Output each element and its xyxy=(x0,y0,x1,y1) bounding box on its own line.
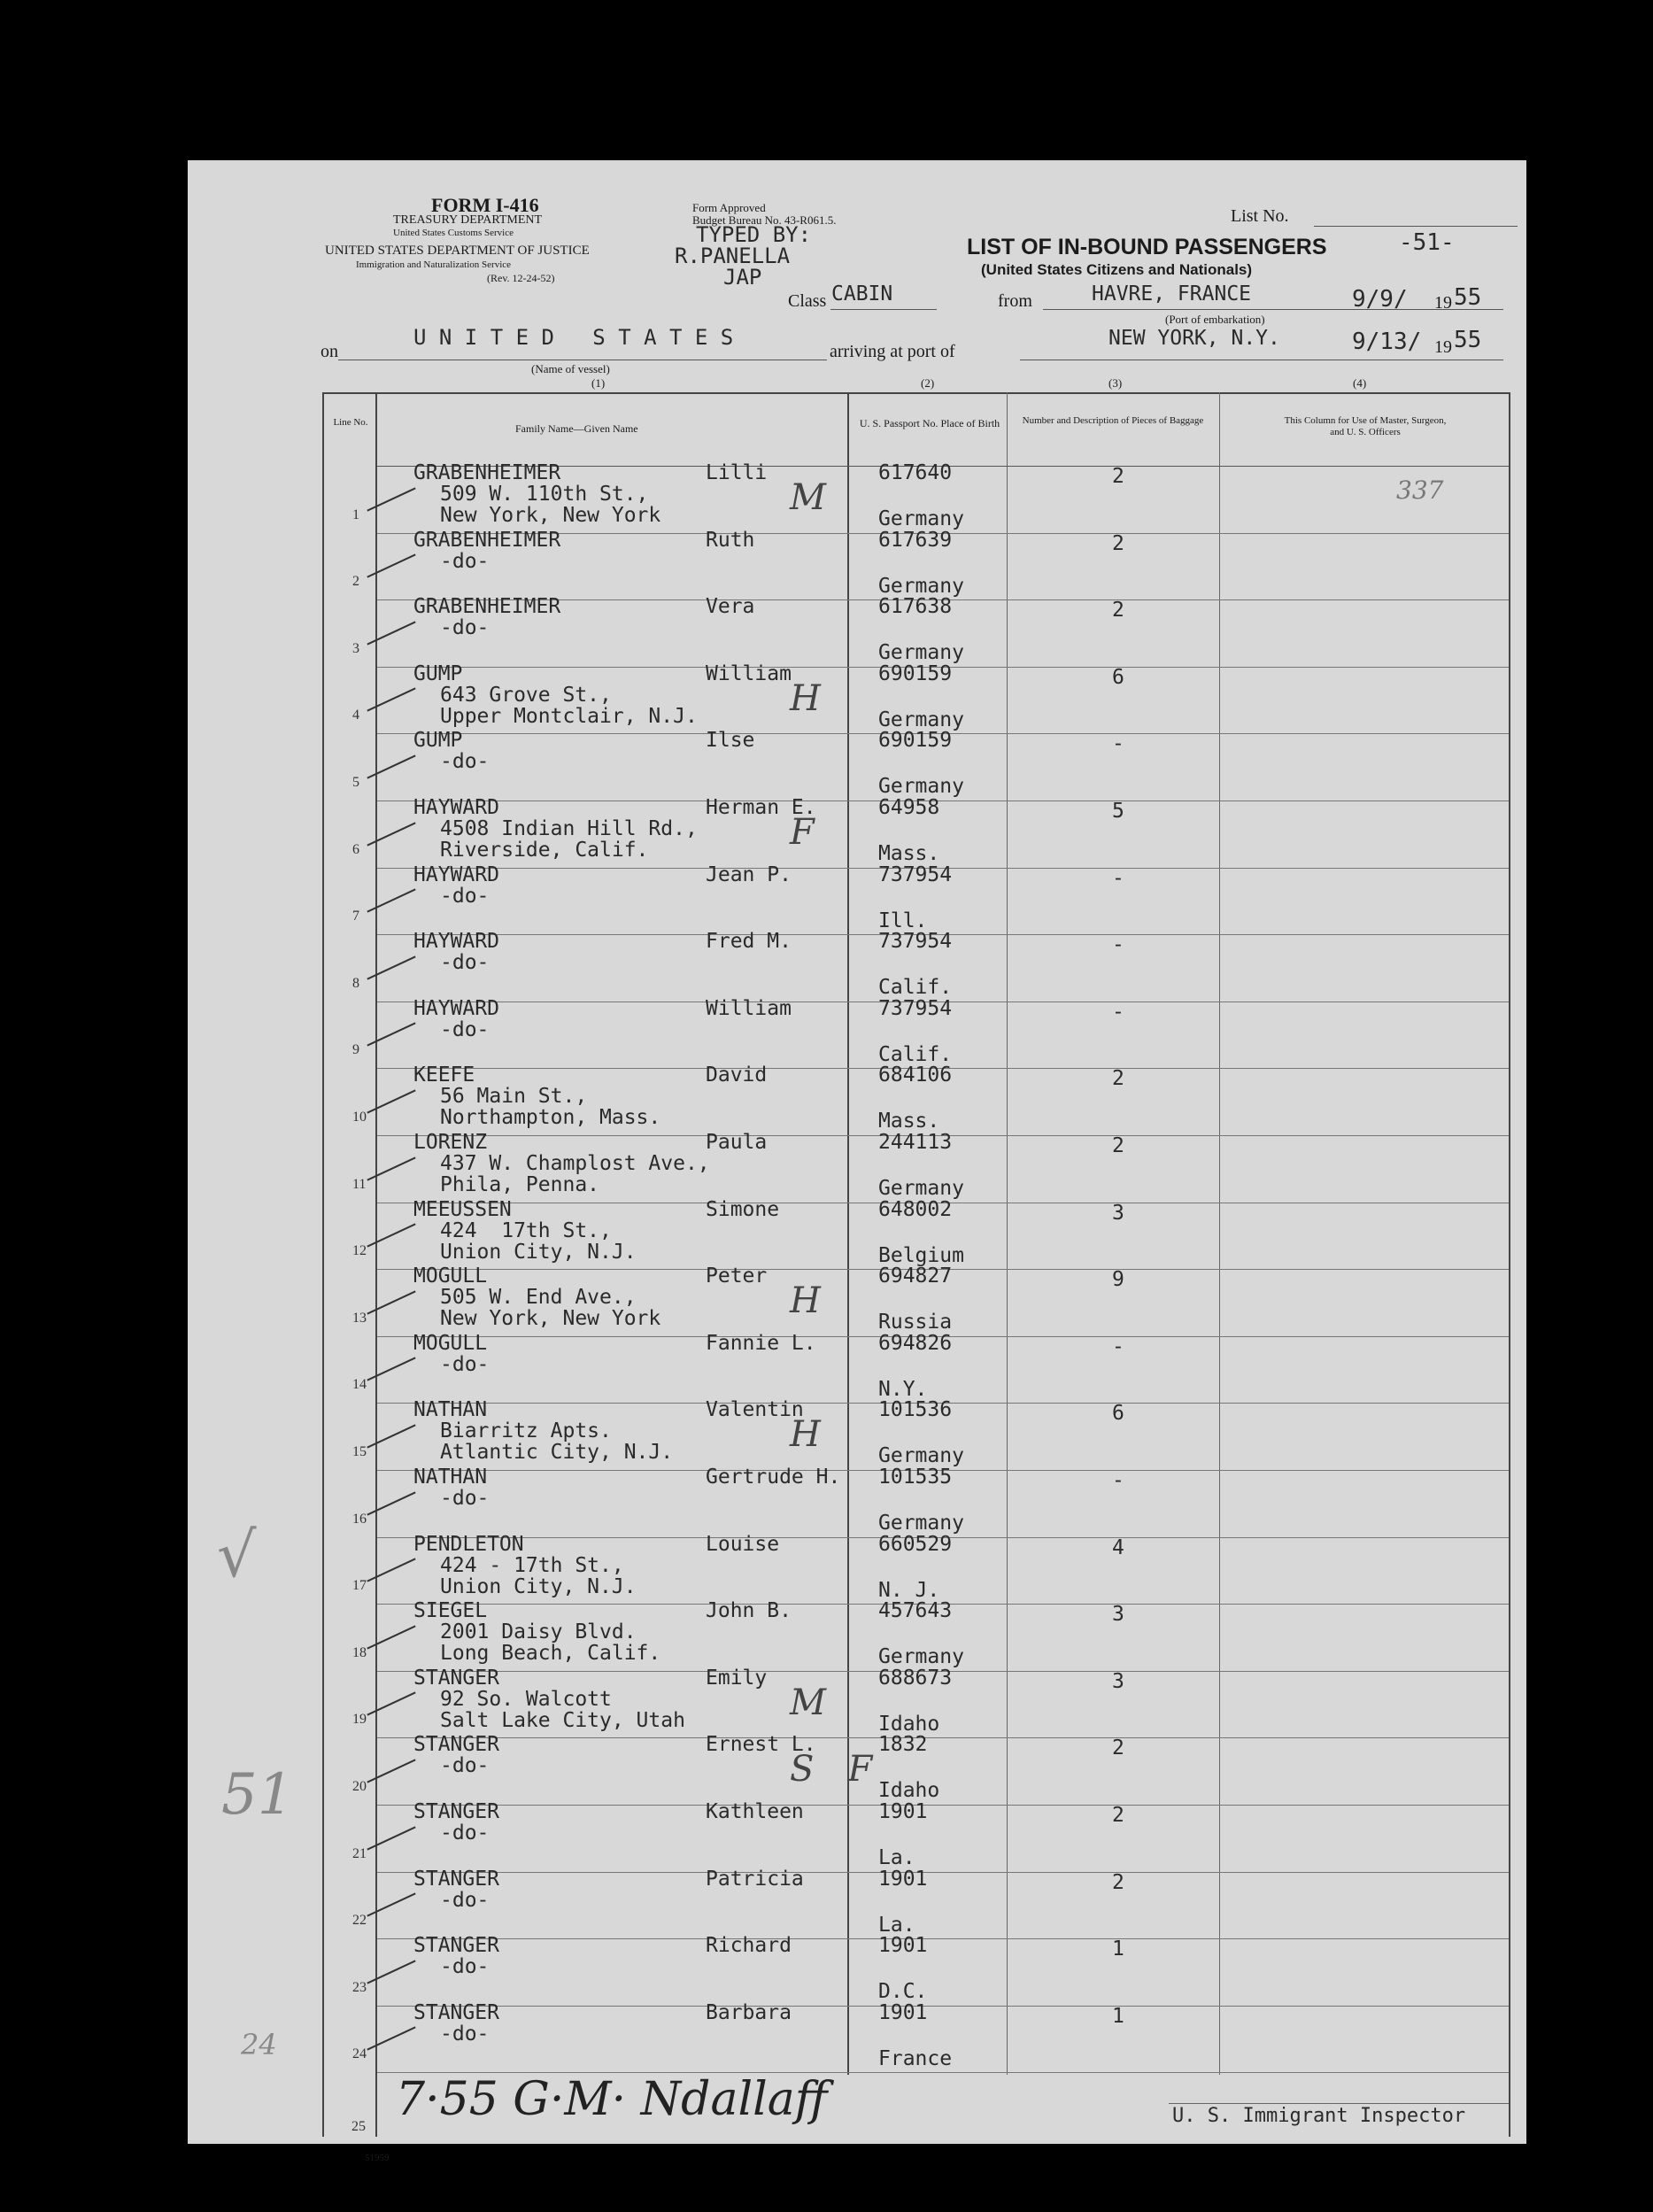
given-name: John B. xyxy=(706,1599,792,1623)
address-line-1: -do- xyxy=(440,2022,490,2046)
baggage-count: 6 xyxy=(1112,1402,1124,1426)
baggage-count: 3 xyxy=(1112,1201,1124,1225)
family-name: STANGER xyxy=(413,2000,499,2024)
address-line-1: 424 - 17th St., xyxy=(440,1553,624,1577)
table-row xyxy=(188,595,1526,668)
typist-initials: JAP xyxy=(723,265,762,290)
address-line-1: -do- xyxy=(440,1821,490,1845)
given-name: Fred M. xyxy=(706,930,792,954)
form-title: LIST OF IN-BOUND PASSENGERS xyxy=(967,235,1327,259)
departure-year-prefix: 19 xyxy=(1434,293,1452,313)
table-row xyxy=(188,1800,1526,1873)
print-code: 51959 xyxy=(365,2153,390,2163)
place-of-birth: La. xyxy=(878,1913,915,1937)
inspector-mark: H xyxy=(790,1280,821,1322)
line-number: 9 xyxy=(352,1042,359,1058)
arrival-port: NEW YORK, N.Y. xyxy=(1108,327,1280,350)
address-line-1: -do- xyxy=(440,1888,490,1912)
passport-number: 244113 xyxy=(878,1131,953,1154)
given-name: Herman E. xyxy=(706,796,816,819)
place-of-birth: Belgium xyxy=(878,1243,964,1267)
check-tick xyxy=(367,1357,415,1381)
table-row xyxy=(188,528,1526,601)
table-row xyxy=(188,1466,1526,1538)
family-name: HAYWARD xyxy=(413,796,499,819)
table-row xyxy=(188,996,1526,1070)
passport-number: 660529 xyxy=(878,1532,953,1556)
address-line-1: 509 W. 110th St., xyxy=(440,483,649,506)
check-tick xyxy=(367,1224,415,1248)
check-tick xyxy=(367,889,415,913)
address-line-1: -do- xyxy=(440,1017,490,1041)
place-of-birth: Idaho xyxy=(878,1779,940,1803)
baggage-count: 1 xyxy=(1112,1937,1124,1961)
address-line-1: -do- xyxy=(440,1487,490,1510)
address-line-2: New York, New York xyxy=(440,1307,661,1331)
table-row xyxy=(188,1934,1526,2007)
check-tick xyxy=(367,1826,415,1850)
baggage-count: - xyxy=(1112,1469,1124,1492)
baggage-count: 3 xyxy=(1112,1603,1124,1627)
address-line-1: -do- xyxy=(440,884,490,908)
check-tick xyxy=(367,1491,415,1515)
table-row xyxy=(188,930,1526,1002)
address-line-1: 4508 Indian Hill Rd., xyxy=(440,817,698,840)
address-line-1: -do- xyxy=(440,549,490,573)
family-name: STANGER xyxy=(413,1666,499,1690)
check-tick xyxy=(367,487,415,511)
vessel-name-label: (Name of vessel) xyxy=(531,362,610,375)
given-name: Patricia xyxy=(706,1867,804,1891)
arrival-date: 9/13/ xyxy=(1352,329,1422,355)
line-number: 21 xyxy=(352,1845,367,1861)
dept-treasury-sub: United States Customs Service xyxy=(393,228,514,238)
line-number: 13 xyxy=(352,1310,367,1326)
table-row xyxy=(188,2000,1526,2074)
family-name: GUMP xyxy=(413,729,463,753)
form-approved: Form Approved xyxy=(692,201,766,214)
place-of-birth: Germany xyxy=(878,1177,964,1200)
from-label: from xyxy=(998,291,1032,311)
inspector-mark: M xyxy=(790,477,826,518)
family-name: HAYWARD xyxy=(413,862,499,886)
list-number: -51- xyxy=(1399,229,1455,256)
given-name: Simone xyxy=(706,1197,780,1221)
passport-number: 690159 xyxy=(878,661,953,685)
col-header-line: Line No. xyxy=(333,417,368,428)
place-of-birth: Germany xyxy=(878,641,964,665)
from-port: HAVRE, FRANCE xyxy=(1092,282,1252,306)
arriving-label: arriving at port of xyxy=(830,342,955,361)
baggage-count: 1 xyxy=(1112,2004,1124,2028)
line-number: 15 xyxy=(352,1443,367,1459)
line-number: 2 xyxy=(352,574,359,590)
check-tick xyxy=(367,1424,415,1448)
passport-number: 101536 xyxy=(878,1398,953,1422)
passport-number: 64958 xyxy=(878,796,940,819)
family-name: MOGULL xyxy=(413,1265,488,1288)
on-label: on xyxy=(321,342,338,361)
class-value: CABIN xyxy=(831,282,893,306)
passport-number: 1901 xyxy=(878,1800,928,1823)
officer-note: 337 xyxy=(1396,476,1444,505)
baggage-count: 2 xyxy=(1112,1870,1124,1894)
dept-justice-sub: Immigration and Naturalization Service xyxy=(356,259,512,270)
given-name: Ruth xyxy=(706,528,755,552)
check-tick xyxy=(367,688,415,712)
line-number: 16 xyxy=(352,1511,367,1527)
check-tick xyxy=(367,822,415,846)
line-number: 11 xyxy=(352,1176,367,1192)
baggage-count: - xyxy=(1112,866,1124,890)
passport-number: 1901 xyxy=(878,1867,928,1891)
check-tick xyxy=(367,1625,415,1649)
baggage-count: 2 xyxy=(1112,531,1124,555)
inspector-mark: H xyxy=(790,1414,821,1456)
check-tick xyxy=(367,1960,415,1984)
check-tick xyxy=(367,1290,415,1314)
departure-year: 55 xyxy=(1454,284,1482,311)
col-num-2: (2) xyxy=(921,376,935,390)
line-number: 17 xyxy=(352,1578,367,1594)
baggage-count: 2 xyxy=(1112,599,1124,623)
check-tick xyxy=(367,1558,415,1582)
passport-number: 1901 xyxy=(878,2000,928,2024)
place-of-birth: Germany xyxy=(878,1512,964,1535)
baggage-count: 4 xyxy=(1112,1535,1124,1559)
line-number: 6 xyxy=(352,841,359,857)
family-name: MEEUSSEN xyxy=(413,1197,512,1221)
check-tick xyxy=(367,955,415,979)
given-name: Peter xyxy=(706,1265,768,1288)
place-of-birth: France xyxy=(878,2046,953,2070)
passport-number: 617638 xyxy=(878,595,953,619)
baggage-count: 2 xyxy=(1112,465,1124,488)
list-no-label: List No. xyxy=(1231,206,1289,226)
line-number: 18 xyxy=(352,1644,367,1660)
check-tick xyxy=(367,1023,415,1047)
given-name: Ilse xyxy=(706,729,755,753)
check-tick xyxy=(367,2027,415,2051)
passport-number: 1901 xyxy=(878,1934,928,1958)
inspector-mark: H xyxy=(790,677,821,719)
departure-date: 9/9/ xyxy=(1352,286,1408,313)
address-line-2: Long Beach, Calif. xyxy=(440,1642,661,1666)
family-name: LORENZ xyxy=(413,1131,488,1154)
line-number: 22 xyxy=(352,1913,367,1929)
given-name: Louise xyxy=(706,1532,780,1556)
address-line-1: 92 So. Walcott xyxy=(440,1687,612,1711)
address-line-2: Atlantic City, N.J. xyxy=(440,1441,674,1465)
baggage-count: - xyxy=(1112,933,1124,957)
address-line-1: -do- xyxy=(440,1955,490,1979)
family-name: STANGER xyxy=(413,1733,499,1757)
address-line-2: New York, New York xyxy=(440,504,661,527)
passport-number: 690159 xyxy=(878,729,953,753)
place-of-birth: Russia xyxy=(878,1311,953,1334)
margin-check-mark: √ xyxy=(217,1519,257,1591)
family-name: GRABENHEIMER xyxy=(413,461,561,484)
check-tick xyxy=(367,1893,415,1917)
table-row xyxy=(188,1063,1526,1136)
col-header-baggage: Number and Description of Pieces of Baggage xyxy=(1022,415,1204,426)
passport-number: 617639 xyxy=(878,528,953,552)
line-number: 3 xyxy=(352,640,359,656)
line-number: 10 xyxy=(352,1109,367,1125)
check-tick xyxy=(367,1156,415,1180)
family-name: STANGER xyxy=(413,1800,499,1823)
typist-name: R.PANELLA xyxy=(675,244,791,268)
table-row xyxy=(188,796,1526,869)
check-tick xyxy=(367,1759,415,1783)
given-name: Lilli xyxy=(706,461,768,484)
address-line-1: -do- xyxy=(440,1754,490,1778)
line-number-25: 25 xyxy=(351,2119,366,2134)
margin-note-51: 51 xyxy=(221,1762,294,1828)
address-line-1: -do- xyxy=(440,616,490,640)
typed-by-label: TYPED BY: xyxy=(696,222,812,247)
family-name: GRABENHEIMER xyxy=(413,595,561,619)
line-number: 19 xyxy=(352,1712,367,1728)
table-row xyxy=(188,1532,1526,1605)
check-tick xyxy=(367,1692,415,1716)
given-name: Barbara xyxy=(706,2000,792,2024)
given-name: Vera xyxy=(706,595,755,619)
table-row xyxy=(188,1733,1526,1806)
address-line-1: Biarritz Apts. xyxy=(440,1419,612,1443)
family-name: GRABENHEIMER xyxy=(413,528,561,552)
line-number: 14 xyxy=(352,1377,367,1393)
form-subtitle: (United States Citizens and Nationals) xyxy=(981,261,1253,278)
address-line-1: 505 W. End Ave., xyxy=(440,1286,637,1310)
baggage-count: 9 xyxy=(1112,1268,1124,1292)
place-of-birth: Mass. xyxy=(878,1110,940,1133)
line-number: 12 xyxy=(352,1243,367,1259)
family-name: NATHAN xyxy=(413,1398,488,1422)
inspector-signature: 7·55 G·M· Ndallaff xyxy=(396,2073,828,2126)
family-name: STANGER xyxy=(413,1867,499,1891)
passport-number: 737954 xyxy=(878,862,953,886)
table-row xyxy=(188,862,1526,936)
given-name: Gertrude H. xyxy=(706,1466,841,1489)
given-name: Fannie L. xyxy=(706,1331,816,1355)
passport-number: 688673 xyxy=(878,1666,953,1690)
table-row xyxy=(188,661,1526,735)
table-row xyxy=(188,1599,1526,1672)
given-name: Richard xyxy=(706,1934,792,1958)
place-of-birth: Ill. xyxy=(878,909,928,932)
passport-number: 694826 xyxy=(878,1331,953,1355)
baggage-count: - xyxy=(1112,1334,1124,1358)
form-revision: (Rev. 12-24-52) xyxy=(487,272,555,284)
family-name: PENDLETON xyxy=(413,1532,524,1556)
family-name: KEEFE xyxy=(413,1063,475,1087)
baggage-count: 5 xyxy=(1112,800,1124,823)
col-header-passport: U. S. Passport No. Place of Birth xyxy=(859,417,1000,429)
address-line-1: 437 W. Champlost Ave., xyxy=(440,1152,710,1175)
place-of-birth: Germany xyxy=(878,775,964,799)
line-number: 4 xyxy=(352,708,359,723)
address-line-1: 56 Main St., xyxy=(440,1085,588,1109)
table-row xyxy=(188,461,1526,534)
inspector-title: U. S. Immigrant Inspector xyxy=(1172,2105,1466,2127)
address-line-1: -do- xyxy=(440,1352,490,1376)
passport-number: 684106 xyxy=(878,1063,953,1087)
family-name: MOGULL xyxy=(413,1331,488,1355)
address-line-2: Union City, N.J. xyxy=(440,1240,637,1264)
given-name: Jean P. xyxy=(706,862,792,886)
table-row xyxy=(188,1131,1526,1203)
place-of-birth: Germany xyxy=(878,1444,964,1468)
arrival-year-prefix: 19 xyxy=(1434,337,1452,357)
place-of-birth: Idaho xyxy=(878,1712,940,1736)
passport-number: 457643 xyxy=(878,1599,953,1623)
given-name: Paula xyxy=(706,1131,768,1154)
place-of-birth: N. J. xyxy=(878,1578,940,1602)
passport-number: 101535 xyxy=(878,1466,953,1489)
baggage-count: 6 xyxy=(1112,665,1124,689)
place-of-birth: Germany xyxy=(878,507,964,530)
address-line-2: Phila, Penna. xyxy=(440,1173,600,1196)
class-label: Class xyxy=(788,291,827,311)
col-header-officers: This Column for Use of Master, Surgeon, and U. S. Officers xyxy=(1284,415,1447,437)
dept-treasury: TREASURY DEPARTMENT xyxy=(393,213,543,227)
table-row xyxy=(188,1867,1526,1940)
baggage-count: 2 xyxy=(1112,1134,1124,1157)
baggage-count: - xyxy=(1112,1000,1124,1024)
given-name: William xyxy=(706,661,792,685)
col-header-name: Family Name—Given Name xyxy=(515,422,638,435)
passenger-manifest-page xyxy=(188,160,1526,2163)
table-row xyxy=(188,1331,1526,1404)
address-line-2: Union City, N.J. xyxy=(440,1574,637,1598)
given-name: Valentin xyxy=(706,1398,804,1422)
col-num-3: (3) xyxy=(1108,376,1123,390)
place-of-birth: Germany xyxy=(878,708,964,731)
budget-bureau: Budget Bureau No. 43-R061.5. xyxy=(692,213,837,227)
passport-number: 648002 xyxy=(878,1197,953,1221)
port-embarkation-label: (Port of embarkation) xyxy=(1165,313,1265,326)
place-of-birth: D.C. xyxy=(878,1980,928,2004)
table-row xyxy=(188,1398,1526,1471)
address-line-1: -do- xyxy=(440,750,490,774)
place-of-birth: Germany xyxy=(878,1645,964,1669)
family-name: GUMP xyxy=(413,661,463,685)
check-tick xyxy=(367,754,415,778)
baggage-count: - xyxy=(1112,732,1124,756)
given-name: David xyxy=(706,1063,768,1087)
form-number: FORM I-416 xyxy=(431,194,539,216)
line-number: 23 xyxy=(352,1979,367,1995)
check-tick xyxy=(367,621,415,645)
given-name: Emily xyxy=(706,1666,768,1690)
place-of-birth: La. xyxy=(878,1846,915,1869)
address-line-1: -do- xyxy=(440,951,490,975)
check-tick xyxy=(367,1089,415,1113)
address-line-2: Upper Montclair, N.J. xyxy=(440,704,698,728)
place-of-birth: Mass. xyxy=(878,842,940,865)
check-tick xyxy=(367,554,415,578)
inspector-mark: M xyxy=(790,1682,826,1723)
line-number: 20 xyxy=(352,1778,367,1794)
passport-number: 737954 xyxy=(878,996,953,1020)
arrival-year: 55 xyxy=(1454,327,1482,353)
line-number: 1 xyxy=(352,507,359,522)
address-line-2: Salt Lake City, Utah xyxy=(440,1708,685,1732)
vessel-name: U N I T E D S T A T E S xyxy=(413,325,734,350)
line-number: 24 xyxy=(352,2046,367,2062)
address-line-2: Riverside, Calif. xyxy=(440,839,649,862)
address-line-2: Northampton, Mass. xyxy=(440,1106,661,1130)
passport-number: 617640 xyxy=(878,461,953,484)
address-line-1: 2001 Daisy Blvd. xyxy=(440,1620,637,1644)
given-name: Kathleen xyxy=(706,1800,804,1823)
col-num-4: (4) xyxy=(1353,376,1367,390)
family-name: SIEGEL xyxy=(413,1599,488,1623)
dept-justice: UNITED STATES DEPARTMENT OF JUSTICE xyxy=(325,244,590,258)
baggage-count: 2 xyxy=(1112,1067,1124,1091)
col-num-1: (1) xyxy=(591,376,606,390)
table-row xyxy=(188,1666,1526,1739)
table-row xyxy=(188,1265,1526,1337)
place-of-birth: Calif. xyxy=(878,1042,953,1066)
inspector-mark: F xyxy=(790,812,815,853)
given-name: Ernest L. xyxy=(706,1733,816,1757)
family-name: NATHAN xyxy=(413,1466,488,1489)
baggage-count: 2 xyxy=(1112,1804,1124,1827)
address-line-1: 424 17th St., xyxy=(440,1218,612,1242)
line-number: 7 xyxy=(352,909,359,924)
table-row xyxy=(188,1197,1526,1271)
family-name: STANGER xyxy=(413,1934,499,1958)
passport-number: 694827 xyxy=(878,1265,953,1288)
place-of-birth: N.Y. xyxy=(878,1377,928,1401)
place-of-birth: Germany xyxy=(878,574,964,598)
family-name: HAYWARD xyxy=(413,996,499,1020)
baggage-count: 2 xyxy=(1112,1736,1124,1760)
line-number: 5 xyxy=(352,774,359,790)
passport-number: 1832 xyxy=(878,1733,928,1757)
table-row xyxy=(188,729,1526,801)
family-name: HAYWARD xyxy=(413,930,499,954)
passport-number: 737954 xyxy=(878,930,953,954)
baggage-count: 3 xyxy=(1112,1669,1124,1693)
line-number: 8 xyxy=(352,975,359,991)
given-name: William xyxy=(706,996,792,1020)
margin-note-24: 24 xyxy=(241,2028,277,2061)
address-line-1: 643 Grove St., xyxy=(440,683,612,707)
inspector-mark: S F xyxy=(790,1749,873,1790)
place-of-birth: Calif. xyxy=(878,976,953,1000)
